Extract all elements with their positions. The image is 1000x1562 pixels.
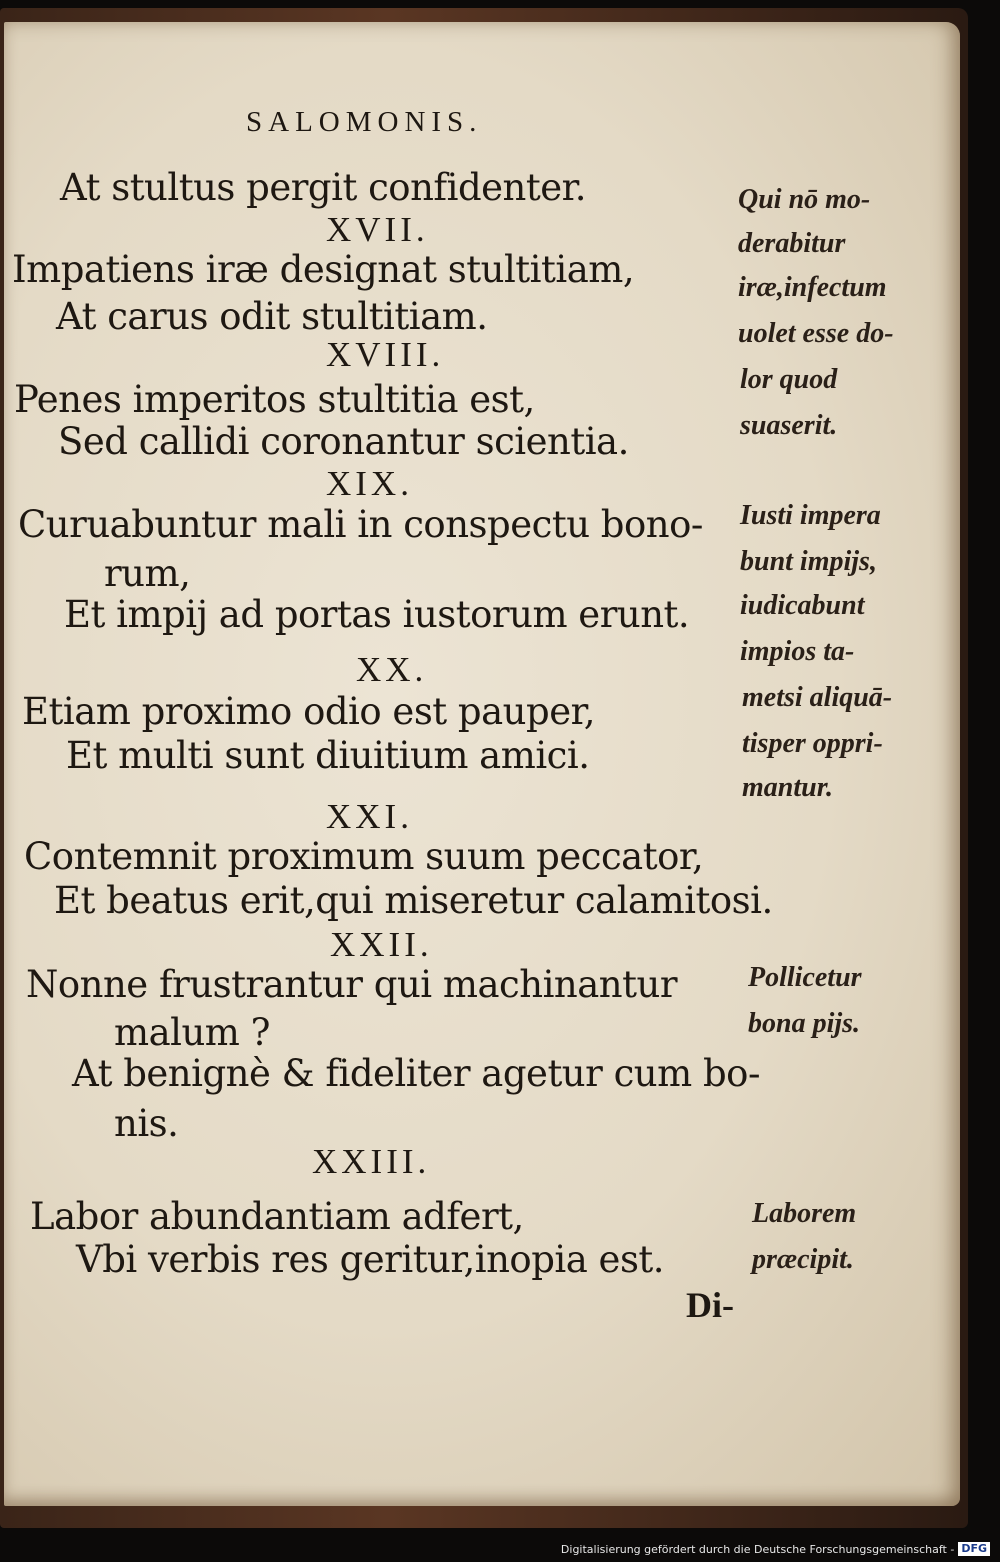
text-line: Vbi verbis res geritur,inopia est.: [76, 1238, 665, 1281]
verse-number: XXIII.: [312, 1142, 431, 1181]
margin-note-line: bona pijs.: [748, 1008, 861, 1039]
text-line: At benignè & fideliter agetur cum bo-: [72, 1052, 760, 1095]
text-line: malum ?: [114, 1011, 270, 1054]
text-line: Labor abundantiam adfert,: [30, 1195, 524, 1238]
running-header: SALOMONIS.: [246, 106, 483, 138]
text-line: Et impij ad portas iustorum erunt.: [64, 593, 690, 636]
margin-note-line: præcipit.: [752, 1244, 854, 1275]
margin-note-line: lor quod: [740, 364, 838, 395]
margin-note-line: tisper oppri-: [742, 728, 883, 759]
margin-note-line: iræ,infectum: [738, 272, 887, 303]
margin-note-line: iudicabunt: [740, 590, 865, 621]
verse-number: XIX.: [326, 464, 413, 503]
text-line: Contemnit proximum suum peccator,: [24, 835, 704, 878]
verse-number: XX.: [356, 650, 428, 689]
text-line: Et multi sunt diuitium amici.: [66, 734, 590, 777]
margin-note-line: Iusti impera: [740, 500, 881, 531]
margin-note-line: metsi aliquā-: [742, 682, 893, 713]
verse-number: XXI.: [326, 797, 413, 836]
margin-note-line: Pollicetur: [748, 962, 862, 993]
text-line: Etiam proximo odio est pauper,: [22, 690, 595, 733]
text-line: Curuabuntur mali in conspectu bono-: [18, 503, 703, 546]
verse-number: XVII.: [326, 210, 429, 249]
text-line: At stultus pergit confidenter.: [60, 166, 586, 209]
text-line: nis.: [114, 1102, 179, 1145]
margin-note-line: suaserit.: [740, 410, 838, 441]
text-line: Sed callidi coronantur scientia.: [58, 420, 629, 463]
text-line: Nonne frustrantur qui machinantur: [26, 963, 677, 1006]
footer-text: Digitalisierung gefördert durch die Deutsche Forschungsgemeinschaft -: [560, 1542, 955, 1556]
dfg-logo: DFG: [958, 1542, 990, 1556]
verse-number: XVIII.: [326, 335, 445, 374]
text-line: Penes imperitos stultitia est,: [14, 378, 535, 421]
margin-note-line: derabitur: [738, 228, 846, 259]
text-line: Et beatus erit,qui miseretur calamitosi.: [54, 879, 773, 922]
verse-number: XXII.: [330, 925, 433, 964]
digitization-footer: [561, 1540, 990, 1558]
margin-note-line: uolet esse do-: [738, 318, 894, 349]
margin-note-line: bunt impijs,: [740, 546, 877, 577]
text-line: Impatiens iræ designat stultitiam,: [12, 248, 635, 291]
margin-note-line: impios ta-: [740, 636, 855, 667]
text-line: rum,: [104, 552, 191, 595]
margin-note-line: Laborem: [752, 1198, 857, 1229]
catchword: Di-: [686, 1285, 734, 1325]
text-line: At carus odit stultitiam.: [56, 295, 488, 338]
margin-note-line: mantur.: [742, 772, 834, 803]
margin-note-line: Qui nō mo-: [738, 184, 871, 215]
